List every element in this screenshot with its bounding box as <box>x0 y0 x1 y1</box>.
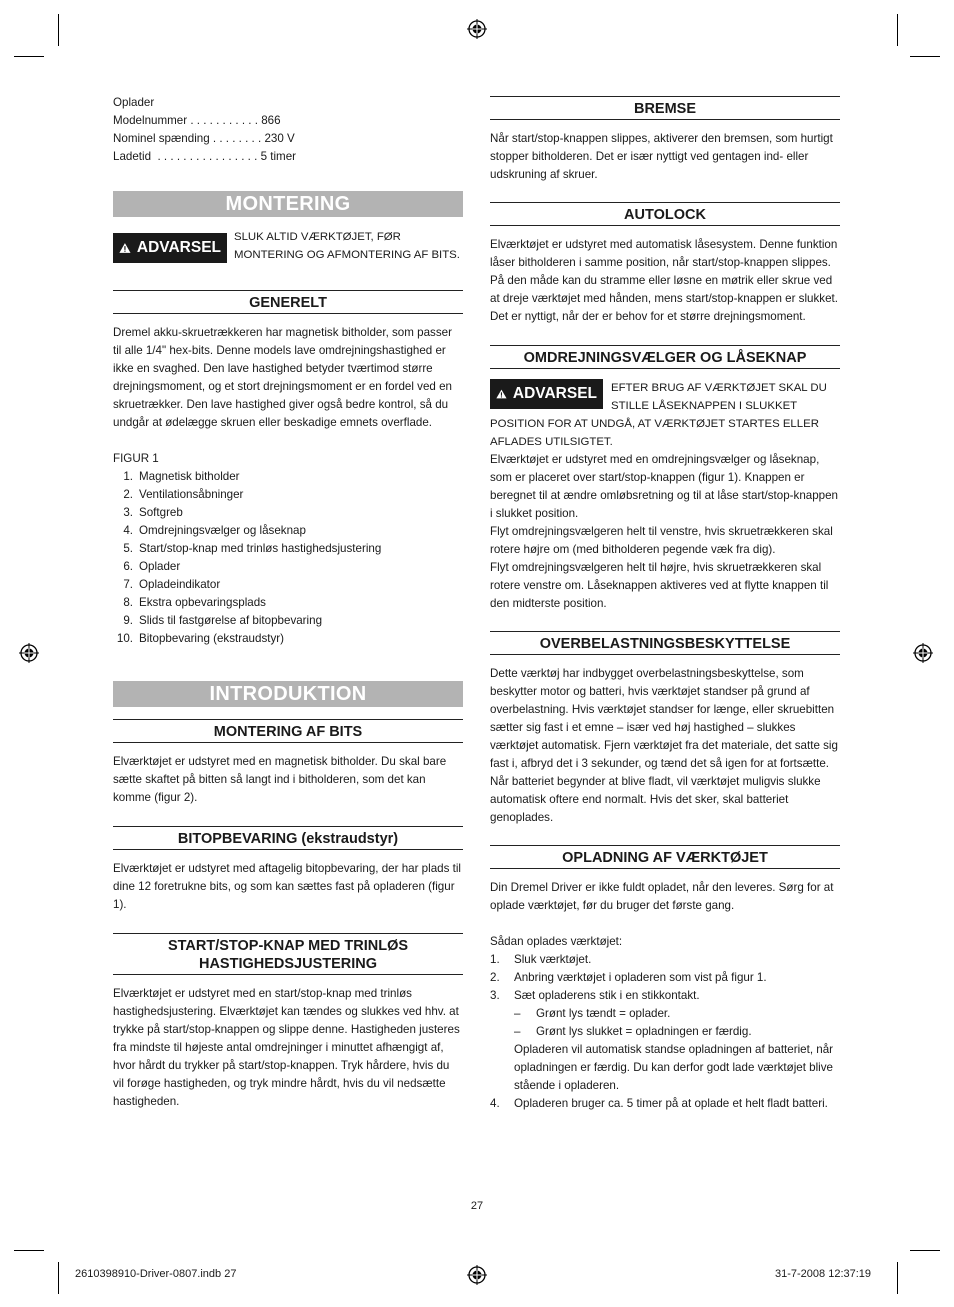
page-number: 27 <box>470 1200 484 1212</box>
omdrejning-text-2: Flyt omdrejningsvælgeren helt til venstre, hvis skruetrækkeren skal rotere højre om (med bitholderen pegende væk fra dig). <box>490 525 833 556</box>
warning-triangle-icon <box>119 241 131 255</box>
autolock-text: Elværktøjet er udstyret med automatisk låsesystem. Denne funktion låser bitholderen i samme position, når start/stop-knappen slippes. På den måde kan du stramme eller løsne en møtrik eller skrue ved at dreje værktøjet med hånden, mens start/stop-knappen er slukket. Det er nyttigt, når der er behov for et større drejningsmoment. <box>490 238 838 323</box>
warning-omdrejning <box>490 379 840 451</box>
warning-badge: ADVARSEL <box>490 379 603 409</box>
bremse-text: Når start/stop-knappen slippes, aktiverer den bremsen, som hurtigt stopper bitholderen. Det er især nyttigt ved gentagen ind- eller udskruning af skruer. <box>490 132 833 181</box>
charging-steps-cont <box>490 1095 840 1113</box>
list-item: – Grønt lys tændt = oplader. <box>514 1007 671 1020</box>
warning-badge: ADVARSEL <box>113 233 227 263</box>
registration-mark-icon <box>913 643 933 663</box>
crop-mark <box>897 14 898 46</box>
heading-opladning: OPLADNING AF VÆRKTØJET <box>490 845 840 869</box>
figure-label: FIGUR 1 <box>113 452 159 465</box>
bitopbevaring-text: Elværktøjet er udstyret med aftagelig bitopbevaring, der har plads til dine 12 foretrukne bits, og som kan sættes fast på opladeren (figur 1). <box>113 862 461 911</box>
crop-mark <box>910 1250 940 1251</box>
right-column <box>490 94 840 1113</box>
spec-row-voltage: Nominel spænding . . . . . . . . 230 V <box>113 132 295 145</box>
crop-mark <box>910 56 940 57</box>
heading-overbelastning: OVERBELASTNINGSBESKYTTELSE <box>490 631 840 655</box>
list-item: 7. Opladeindikator <box>123 578 221 591</box>
overbelastning-text: Dette værktøj har indbygget overbelastningsbeskyttelse, som beskytter motor og batteri, hvis værktøjet standser på grund af overbelastning. Hvis værktøjet standser for længe, eller skruebitten sætter sig fast i et emne – især ved høj hastighed – slukkes værktøjet automatisk. Fjern værktøjet fra det materiale, det satte sig fast i, afbryd det i 3 sekunder, og tænd det så igen for at fortsætte. Når batteriet begynder at blive fladt, vil værktøjet muligvis slukke automatisk oftere end normalt. Hvis det sker, skal batteriet genoplades. <box>490 667 838 824</box>
left-column <box>113 94 463 1111</box>
list-item: 4. Omdrejningsvælger og låseknap <box>123 524 306 537</box>
registration-mark-icon <box>467 1265 487 1285</box>
list-item: 1. Sluk værktøjet. <box>490 953 592 966</box>
heading-montering-af-bits: MONTERING AF BITS <box>113 719 463 743</box>
footer-file: 2610398910-Driver-0807.indb 27 <box>75 1268 237 1280</box>
warning-triangle-icon <box>496 387 507 401</box>
crop-mark <box>14 56 44 57</box>
charger-specs <box>113 94 463 166</box>
heading-start-stop: START/STOP-KNAP MED TRINLØS HASTIGHEDSJUSTERING <box>113 933 463 975</box>
warning-montering <box>113 228 463 268</box>
generelt-text: Dremel akku-skruetrækkeren har magnetisk bitholder, som passer til alle 1/4" hex-bits. Denne models lave omdrejningshastighed er ikke en svaghed. Den lave hastighed betyder tværtimod større drejningsmoment, og et stort drejningsmoment er en fordel ved en skruetrækker. Den lave hastighed giver også bedre kontrol, så du undgår at ødelægge skruen eller beskadige emnets overflade. <box>113 326 452 429</box>
list-item: 8. Ekstra opbevaringsplads <box>123 596 266 609</box>
start-stop-text: Elværktøjet er udstyret med en start/stop-knap med trinløs hastighedsjustering. Elværktøjet kan tændes og slukkes ved hhv. at trykke på start/stop-knappen og slippe denne. Hastigheden justeres fra mindste til højeste antal omdrejninger i minuttet afhængigt af, hvor hårdt du trykker på start/stop-knappen. Tryk hårdere, hvis du vil forøge hastigheden, og tryk mindre hårdt, hvis du vil nedsætte hastigheden. <box>113 987 460 1108</box>
warning-text: SLUK ALTID VÆRKTØJET, FØR MONTERING OG AFMONTERING AF BITS. <box>234 231 460 261</box>
list-item: 9. Slids til fastgørelse af bitopbevaring <box>123 614 323 627</box>
list-item: 3. Softgreb <box>123 506 183 519</box>
crop-mark <box>58 1262 59 1294</box>
step3-note: Opladeren vil automatisk standse opladningen af batteriet, når opladningen er færdig. Du kan derfor godt lade værktøjet blive stående i opladeren. <box>514 1043 834 1092</box>
list-item: 2. Ventilationsåbninger <box>123 488 244 501</box>
section-band-introduktion: INTRODUKTION <box>113 681 463 707</box>
list-item: 5. Start/stop-knap med trinløs hastighedsjustering <box>123 542 382 555</box>
heading-bremse: BREMSE <box>490 96 840 120</box>
crop-mark <box>897 1262 898 1294</box>
crop-mark <box>14 1250 44 1251</box>
crop-mark <box>58 14 59 46</box>
footer-timestamp: 31-7-2008 12:37:19 <box>775 1268 872 1280</box>
list-item: 3. Sæt opladerens stik i en stikkontakt. <box>490 989 700 1002</box>
spec-row-model: Modelnummer . . . . . . . . . . . 866 <box>113 114 281 127</box>
spec-row-charge-time: Ladetid . . . . . . . . . . . . . . . . 5 timer <box>113 150 297 163</box>
spec-heading: Oplader <box>113 96 155 109</box>
registration-mark-icon <box>467 19 487 39</box>
charging-steps <box>490 951 840 1005</box>
heading-generelt: GENERELT <box>113 290 463 314</box>
list-item: 4. Opladeren bruger ca. 5 timer på at oplade et helt fladt batteri. <box>490 1097 828 1110</box>
list-item: 6. Oplader <box>123 560 181 573</box>
omdrejning-text-3: Flyt omdrejningsvælgeren helt til højre, hvis skruetrækkeren skal rotere venstre om. Låseknappen aktiveres ved at flytte knappen til den midterste position. <box>490 561 829 610</box>
list-item: 10. Bitopbevaring (ekstraudstyr) <box>116 632 284 645</box>
montering-af-bits-text: Elværktøjet er udstyret med en magnetisk bitholder. Du skal bare sætte skaftet på bitten så langt ind i bitholderen, som det kan komme (figur 2). <box>113 755 447 804</box>
warning-text: EFTER BRUG AF VÆRKTØJET SKAL DU STILLE LÅSEKNAPPEN I SLUKKET POSITION FOR AT UNDGÅ, AT VÆRKTØJET STARTES ELLER AFLADES UTILSIGTET. <box>490 382 827 448</box>
list-item: 2. Anbring værktøjet i opladeren som vist på figur 1. <box>490 971 767 984</box>
section-band-montering: MONTERING <box>113 191 463 217</box>
list-item: 1. Magnetisk bitholder <box>123 470 240 483</box>
omdrejning-text-1: Elværktøjet er udstyret med en omdrejningsvælger og låseknap, som er placeret over start/stop-knappen (figur 1). Knappen er beregnet til at ændre omløbsretning og til at låse start/stop-knappen i slukket position. <box>490 453 839 520</box>
heading-autolock: AUTOLOCK <box>490 202 840 226</box>
steps-intro: Sådan oplades værktøjet: <box>490 935 623 948</box>
list-item: – Grønt lys slukket = opladningen er færdig. <box>514 1025 752 1038</box>
heading-bitopbevaring: BITOPBEVARING (ekstraudstyr) <box>113 826 463 850</box>
figure-list <box>113 468 463 648</box>
heading-omdrejning: OMDREJNINGSVÆLGER OG LÅSEKNAP <box>490 345 840 369</box>
opladning-text: Din Dremel Driver er ikke fuldt opladet, når den leveres. Sørg for at oplade værktøjet, før du bruger det første gang. <box>490 881 834 912</box>
registration-mark-icon <box>19 643 39 663</box>
